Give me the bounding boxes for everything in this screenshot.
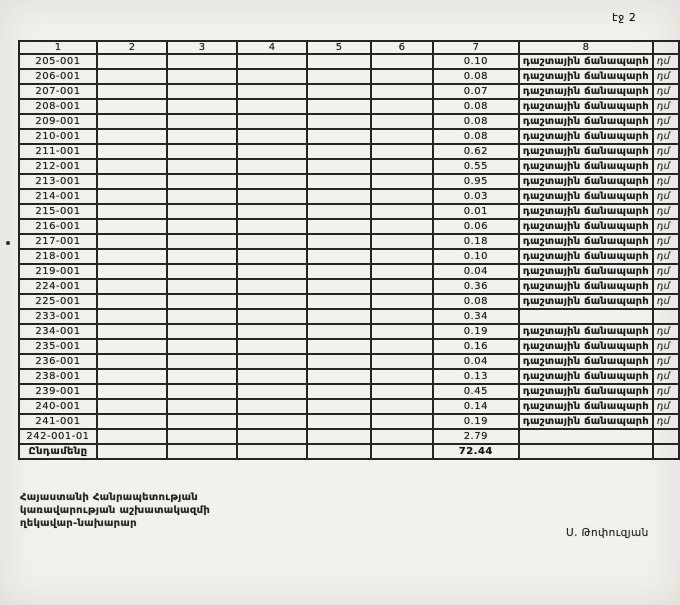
empty-cell [97,444,167,459]
area-value-cell: 0.13 [433,369,519,384]
empty-cell [371,174,433,189]
empty-cell [307,414,371,429]
area-value-cell: 0.08 [433,99,519,114]
empty-cell [237,399,307,414]
margin-note: դմ [653,399,679,414]
empty-cell [371,384,433,399]
table-row [19,324,679,339]
empty-cell [167,354,237,369]
table-row [19,189,679,204]
empty-cell [167,129,237,144]
margin-note: դմ [653,99,679,114]
margin-note: դմ [653,234,679,249]
empty-cell [371,219,433,234]
area-value-cell: 2.79 [433,429,519,444]
table-row [19,159,679,174]
empty-cell [167,189,237,204]
area-value-cell: 0.01 [433,204,519,219]
empty-cell [237,189,307,204]
empty-cell [237,234,307,249]
code-cell: 225-001 [19,294,97,309]
empty-cell [237,324,307,339]
table-row [19,264,679,279]
table-row [19,354,679,369]
empty-cell [167,369,237,384]
empty-cell [237,204,307,219]
empty-cell [167,84,237,99]
margin-note-header [653,41,679,54]
description-cell [519,429,653,444]
description-cell: դաշտային ճանապարհ [519,324,653,339]
empty-cell [97,144,167,159]
empty-cell [237,414,307,429]
empty-cell [237,219,307,234]
area-value-cell: 0.07 [433,84,519,99]
empty-cell [167,54,237,69]
empty-cell [307,99,371,114]
empty-cell [371,99,433,114]
scan-speckle [6,241,10,245]
empty-cell [167,339,237,354]
table-row [19,114,679,129]
empty-cell [237,369,307,384]
code-cell: 208-001 [19,99,97,114]
empty-cell [167,309,237,324]
margin-note: դմ [653,129,679,144]
area-value-cell: 0.10 [433,249,519,264]
empty-cell [371,129,433,144]
area-value-cell: 0.08 [433,294,519,309]
empty-cell [307,279,371,294]
margin-note: դմ [653,204,679,219]
description-cell: դաշտային ճանապարհ [519,249,653,264]
issuer-block [20,491,210,530]
empty-cell [97,234,167,249]
empty-cell [371,324,433,339]
empty-cell [97,129,167,144]
header-row [19,41,679,54]
code-cell: 240-001 [19,399,97,414]
empty-cell [371,264,433,279]
empty-cell [237,144,307,159]
empty-cell [167,384,237,399]
code-cell: 213-001 [19,174,97,189]
empty-cell [371,309,433,324]
empty-cell [371,279,433,294]
code-cell: 236-001 [19,354,97,369]
column-header: 1 [19,41,97,54]
empty-cell [97,324,167,339]
empty-cell [167,414,237,429]
table-row [19,69,679,84]
code-cell: 216-001 [19,219,97,234]
code-cell: 239-001 [19,384,97,399]
code-cell: 219-001 [19,264,97,279]
margin-note: դմ [653,354,679,369]
description-cell: դաշտային ճանապարհ [519,69,653,84]
margin-note: դմ [653,144,679,159]
area-value-cell: 0.62 [433,144,519,159]
margin-note: դմ [653,159,679,174]
table-row [19,249,679,264]
description-cell: դաշտային ճանապարհ [519,54,653,69]
description-cell: դաշտային ճանապարհ [519,399,653,414]
empty-cell [97,354,167,369]
empty-cell [97,399,167,414]
area-value-cell: 0.19 [433,324,519,339]
empty-cell [97,189,167,204]
code-cell: 207-001 [19,84,97,99]
description-cell: դաշտային ճանապարհ [519,279,653,294]
empty-cell [371,399,433,414]
area-value-cell: 0.19 [433,414,519,429]
empty-cell [167,249,237,264]
table-row [19,219,679,234]
description-cell: դաշտային ճանապարհ [519,294,653,309]
area-value-cell: 0.34 [433,309,519,324]
empty-cell [307,219,371,234]
empty-cell [237,339,307,354]
empty-cell [167,279,237,294]
empty-cell [167,234,237,249]
description-cell: դաշտային ճանապարհ [519,84,653,99]
empty-cell [307,444,371,459]
description-cell: դաշտային ճանապարհ [519,204,653,219]
margin-note: դմ [653,264,679,279]
table-row [19,279,679,294]
code-cell: 214-001 [19,189,97,204]
empty-cell [307,369,371,384]
empty-cell [237,114,307,129]
empty-cell [97,204,167,219]
empty-cell [237,69,307,84]
empty-cell [371,234,433,249]
margin-note: դմ [653,324,679,339]
empty-cell [307,429,371,444]
margin-note: դմ [653,219,679,234]
area-value-cell: 0.45 [433,384,519,399]
empty-cell [167,99,237,114]
empty-cell [167,219,237,234]
margin-note [653,444,679,459]
empty-cell [97,279,167,294]
area-value-cell: 72.44 [433,444,519,459]
code-cell: 238-001 [19,369,97,384]
code-cell: 212-001 [19,159,97,174]
empty-cell [371,84,433,99]
empty-cell [237,129,307,144]
empty-cell [307,84,371,99]
signature-name: Ս. Թոփուզյան [566,527,649,539]
empty-cell [167,159,237,174]
table-row [19,294,679,309]
description-cell: դաշտային ճանապարհ [519,174,653,189]
empty-cell [371,189,433,204]
empty-cell [371,444,433,459]
empty-cell [237,384,307,399]
empty-cell [237,294,307,309]
column-header: 6 [371,41,433,54]
table-row [19,129,679,144]
empty-cell [237,309,307,324]
empty-cell [237,354,307,369]
empty-cell [97,84,167,99]
description-cell: դաշտային ճանապարհ [519,234,653,249]
empty-cell [307,384,371,399]
empty-cell [371,54,433,69]
description-cell [519,309,653,324]
empty-cell [307,159,371,174]
margin-note: դմ [653,84,679,99]
empty-cell [97,309,167,324]
code-cell: 235-001 [19,339,97,354]
margin-note: դմ [653,174,679,189]
code-cell: 242-001-01 [19,429,97,444]
empty-cell [167,204,237,219]
empty-cell [371,369,433,384]
empty-cell [237,84,307,99]
code-cell: 218-001 [19,249,97,264]
empty-cell [97,114,167,129]
empty-cell [307,339,371,354]
table-row [19,174,679,189]
empty-cell [307,354,371,369]
empty-cell [97,159,167,174]
margin-note [653,309,679,324]
issuer-line: Հայաստանի Հանրապետության [20,492,198,503]
description-cell: դաշտային ճանապարհ [519,159,653,174]
area-value-cell: 0.03 [433,189,519,204]
area-value-cell: 0.36 [433,279,519,294]
code-cell: 224-001 [19,279,97,294]
code-cell: 234-001 [19,324,97,339]
code-cell: 205-001 [19,54,97,69]
area-value-cell: 0.16 [433,339,519,354]
description-cell: դաշտային ճանապարհ [519,114,653,129]
page-number: էջ 2 [612,11,637,24]
area-value-cell: 0.10 [433,54,519,69]
empty-cell [97,414,167,429]
margin-note: դմ [653,189,679,204]
empty-cell [307,249,371,264]
empty-cell [167,399,237,414]
margin-note: դմ [653,114,679,129]
empty-cell [97,369,167,384]
empty-cell [97,219,167,234]
empty-cell [237,99,307,114]
empty-cell [307,294,371,309]
description-cell: դաշտային ճանապարհ [519,99,653,114]
description-cell [519,444,653,459]
empty-cell [371,294,433,309]
empty-cell [237,54,307,69]
area-value-cell: 0.04 [433,264,519,279]
margin-note: դմ [653,339,679,354]
empty-cell [307,189,371,204]
empty-cell [167,324,237,339]
table-row [19,429,679,444]
empty-cell [307,234,371,249]
empty-cell [97,69,167,84]
total-row [19,444,679,459]
area-value-cell: 0.04 [433,354,519,369]
margin-note: դմ [653,249,679,264]
table-row [19,309,679,324]
empty-cell [97,384,167,399]
area-value-cell: 0.08 [433,129,519,144]
description-cell: դաշտային ճանապարհ [519,189,653,204]
table-body [19,54,679,459]
description-cell: դաշտային ճանապարհ [519,369,653,384]
table-row [19,84,679,99]
description-cell: դաշտային ճանապարհ [519,129,653,144]
column-header: 8 [519,41,653,54]
empty-cell [237,279,307,294]
margin-note: դմ [653,69,679,84]
code-cell: 211-001 [19,144,97,159]
empty-cell [237,444,307,459]
empty-cell [307,399,371,414]
empty-cell [97,249,167,264]
code-cell: 233-001 [19,309,97,324]
table-row [19,369,679,384]
empty-cell [307,204,371,219]
empty-cell [97,99,167,114]
empty-cell [167,144,237,159]
empty-cell [167,69,237,84]
empty-cell [371,414,433,429]
column-header: 2 [97,41,167,54]
empty-cell [237,429,307,444]
table-row [19,399,679,414]
empty-cell [237,159,307,174]
column-header: 5 [307,41,371,54]
column-header: 7 [433,41,519,54]
area-value-cell: 0.08 [433,69,519,84]
area-value-cell: 0.95 [433,174,519,189]
empty-cell [307,174,371,189]
description-cell: դաշտային ճանապարհ [519,144,653,159]
code-cell: 206-001 [19,69,97,84]
empty-cell [167,429,237,444]
empty-cell [307,309,371,324]
empty-cell [167,444,237,459]
table-row [19,234,679,249]
margin-note: դմ [653,369,679,384]
table-row [19,339,679,354]
empty-cell [307,129,371,144]
empty-cell [167,294,237,309]
table-row [19,99,679,114]
column-header: 3 [167,41,237,54]
issuer-line: ղեկավար-նախարար [20,518,137,529]
description-cell: դաշտային ճանապարհ [519,414,653,429]
empty-cell [307,69,371,84]
code-cell: 241-001 [19,414,97,429]
code-cell: 209-001 [19,114,97,129]
margin-note [653,429,679,444]
empty-cell [371,249,433,264]
margin-note: դմ [653,384,679,399]
empty-cell [307,144,371,159]
description-cell: դաշտային ճանապարհ [519,384,653,399]
empty-cell [237,249,307,264]
empty-cell [237,174,307,189]
column-header: 4 [237,41,307,54]
empty-cell [97,264,167,279]
margin-note: դմ [653,279,679,294]
code-cell: 217-001 [19,234,97,249]
table-row [19,414,679,429]
margin-note: դմ [653,414,679,429]
empty-cell [97,54,167,69]
empty-cell [371,114,433,129]
empty-cell [371,159,433,174]
empty-cell [307,324,371,339]
empty-cell [167,114,237,129]
margin-note: դմ [653,294,679,309]
empty-cell [307,54,371,69]
empty-cell [97,429,167,444]
code-cell: 215-001 [19,204,97,219]
empty-cell [371,144,433,159]
empty-cell [97,339,167,354]
empty-cell [371,69,433,84]
area-value-cell: 0.18 [433,234,519,249]
land-parcel-table [18,40,680,460]
table-row [19,144,679,159]
empty-cell [371,339,433,354]
description-cell: դաշտային ճանապարհ [519,264,653,279]
area-value-cell: 0.08 [433,114,519,129]
empty-cell [97,294,167,309]
table-row [19,54,679,69]
issuer-line: կառավարության աշխատակազմի [20,505,211,516]
code-cell: Ընդամենը [19,444,97,459]
margin-note: դմ [653,54,679,69]
description-cell: դաշտային ճանապարհ [519,219,653,234]
description-cell: դաշտային ճանապարհ [519,339,653,354]
area-value-cell: 0.14 [433,399,519,414]
area-value-cell: 0.55 [433,159,519,174]
code-cell: 210-001 [19,129,97,144]
empty-cell [97,174,167,189]
area-value-cell: 0.06 [433,219,519,234]
table-row [19,384,679,399]
empty-cell [371,429,433,444]
empty-cell [237,264,307,279]
empty-cell [371,204,433,219]
description-cell: դաշտային ճանապարհ [519,354,653,369]
empty-cell [307,264,371,279]
empty-cell [167,264,237,279]
empty-cell [167,174,237,189]
empty-cell [307,114,371,129]
empty-cell [371,354,433,369]
table-row [19,204,679,219]
